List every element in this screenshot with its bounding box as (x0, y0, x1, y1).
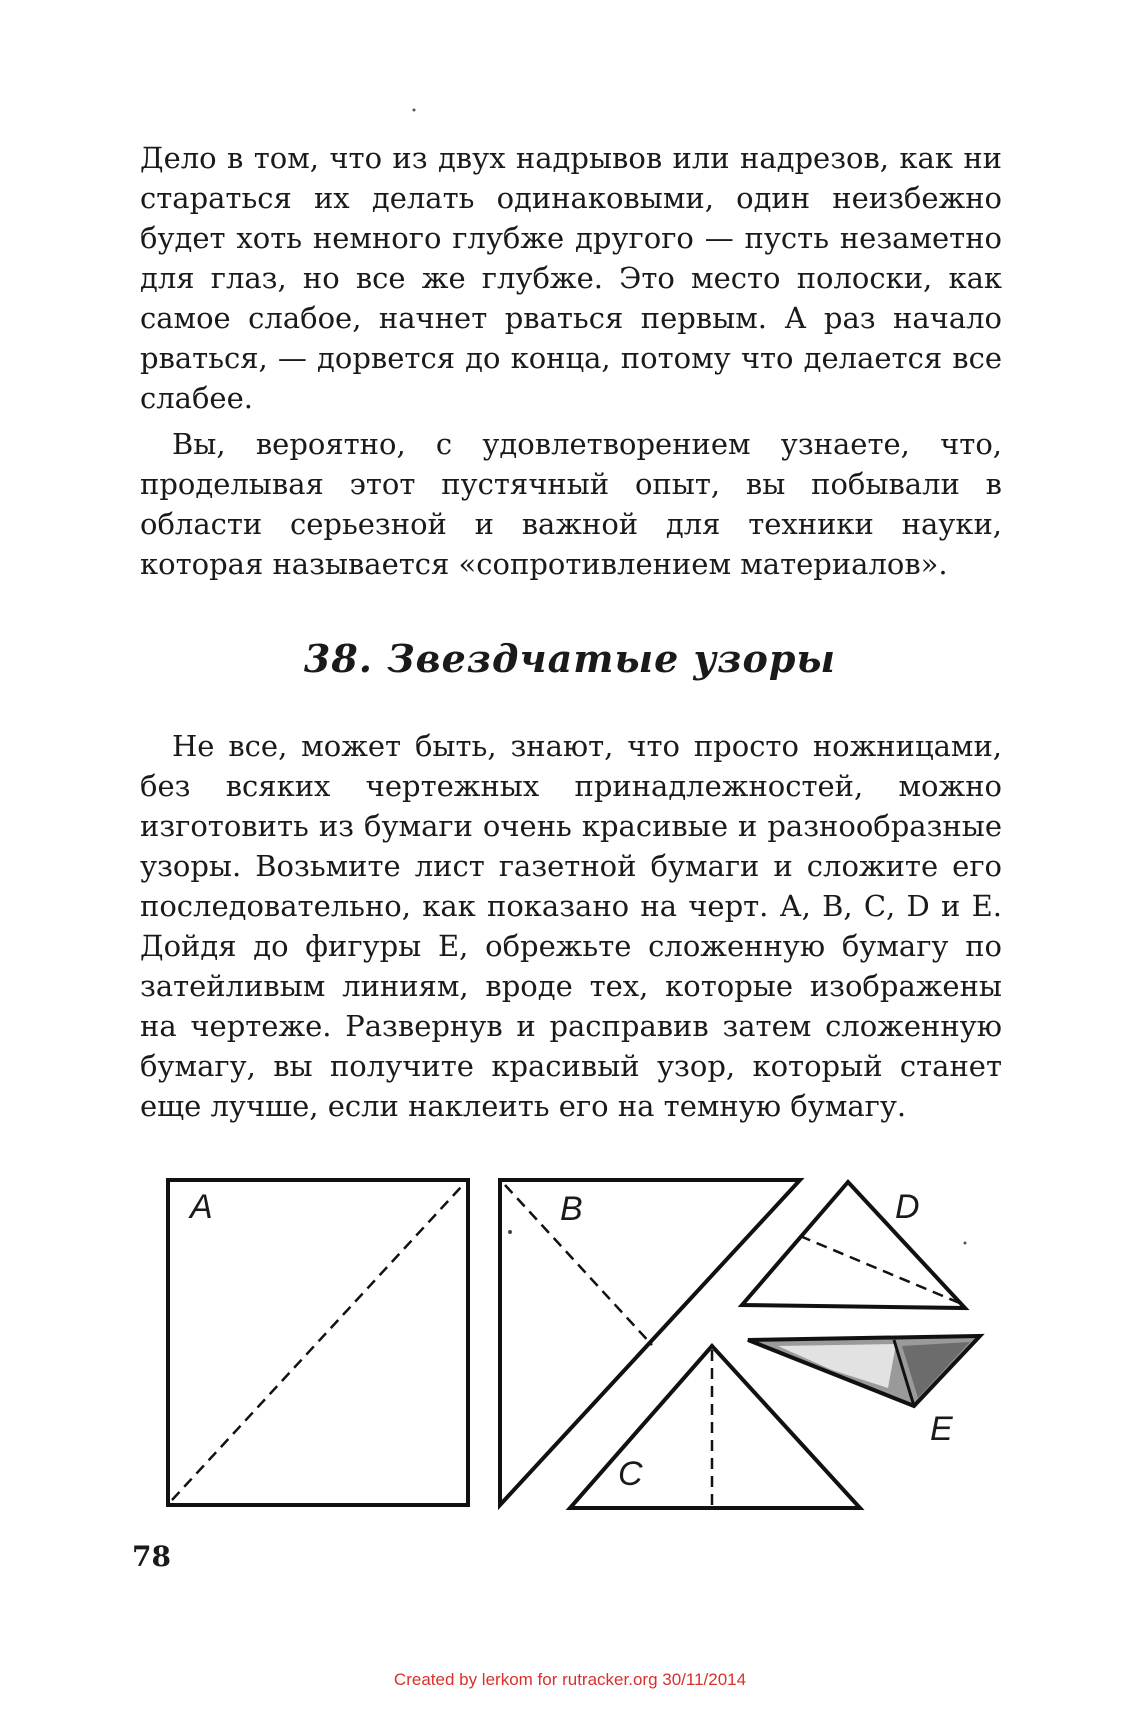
figure-c (570, 1346, 860, 1508)
figure-label-a: A (190, 1188, 213, 1226)
paragraph-1: Дело в том, что из двух надрывов или надрезов, как ни стараться их делать одинаковыми, один неизбежно будет хоть немного глубже другого — пусть незаметно для глаз, но все же глубже. Это место полоски, как самое слабое, начнет рваться первым. А раз начало рваться, — дорвется до конца, потому что делается все слабее. (140, 141, 1002, 415)
paragraph-3: Не все, может быть, знают, что просто ножницами, без всяких чертежных принадлежностей, можно изготовить из бумаги очень красивые и разнообразные узоры. Возьмите лист газетной бумаги и сложите его последовательно, как показано на черт. А, В, С, D и Е. Дойдя до фигуры Е, обрежьте сложенную бумагу по затейливым линиям, вроде тех, которые изображены на чертеже. Развернув и расправив затем сложенную бумагу, вы получите красивый узор, который станет еще лучше, если наклеить его на темную бумагу. (140, 729, 1002, 1123)
figure-label-b: B (560, 1190, 583, 1228)
section-heading: 38. Звездчатые узоры (303, 636, 837, 681)
page-number: 78 (132, 1540, 171, 1573)
figure-d (742, 1182, 965, 1308)
figure-label-c: C (618, 1455, 643, 1493)
footer-note: Created by lerkom for rutracker.org 30/11/2014 (393, 1670, 747, 1689)
figure-label-e: E (930, 1410, 953, 1448)
figure-label-d: D (895, 1188, 920, 1226)
paragraph-2: Вы, вероятно, с удовлетворением узнаете, что, проделывая этот пустячный опыт, вы побывали в области серьезной и важной для техники науки, которая называется «сопротивлением материалов». (140, 427, 1002, 581)
figure-a (168, 1180, 468, 1505)
figure-e (748, 1336, 980, 1406)
